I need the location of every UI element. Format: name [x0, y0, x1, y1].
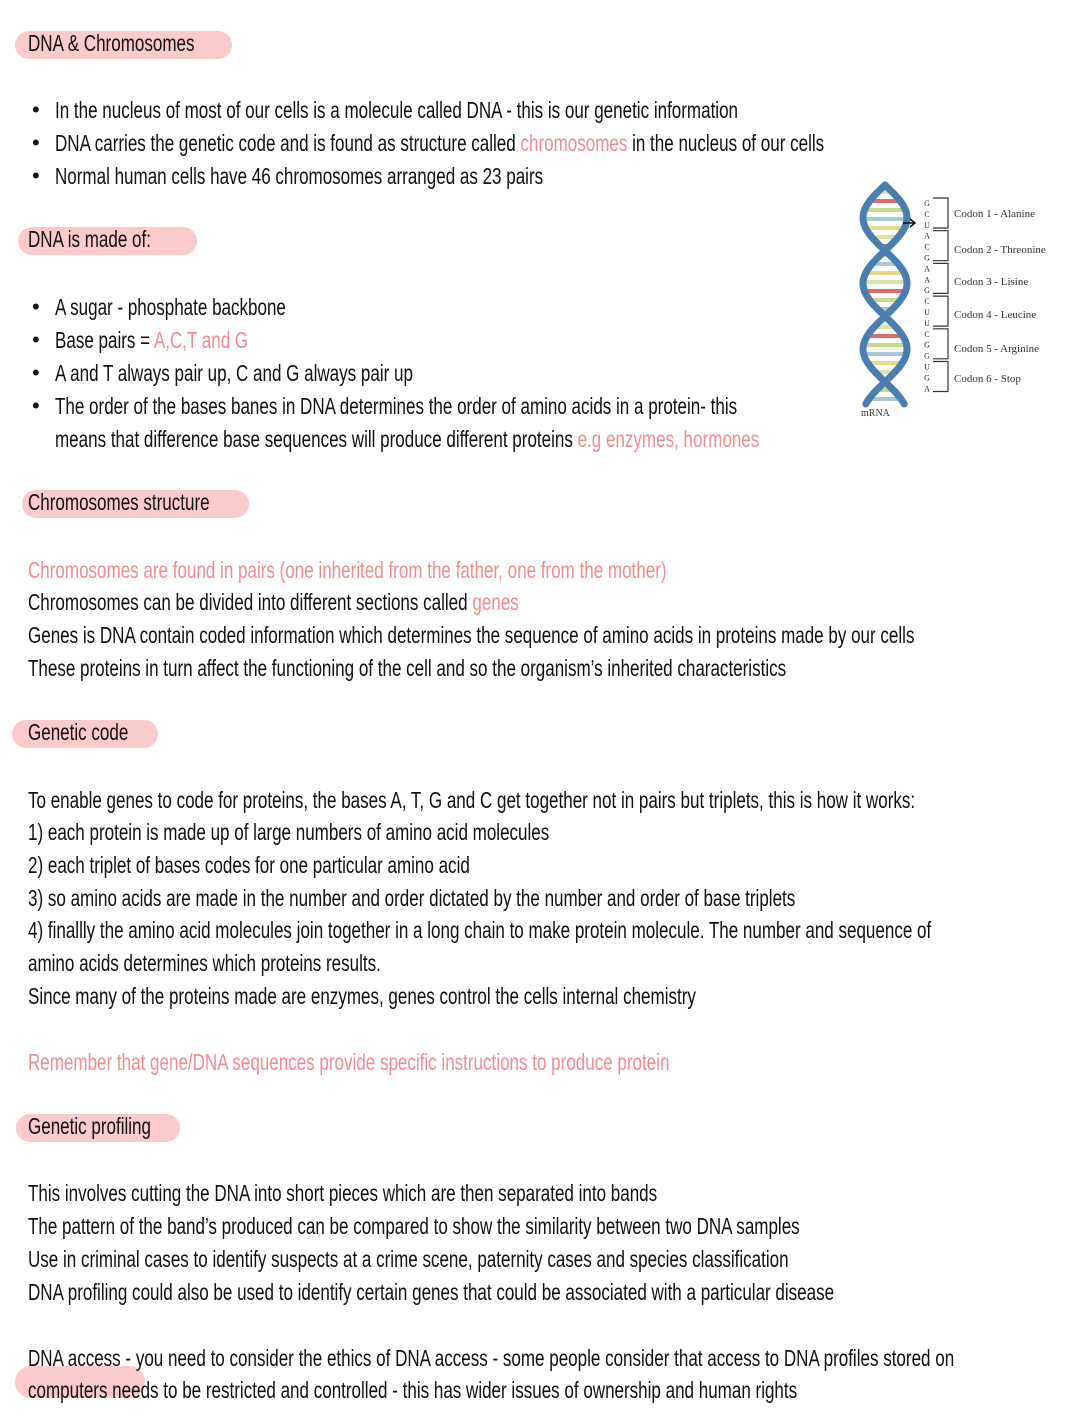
base-letter: U — [924, 220, 930, 230]
codon-bracket — [933, 231, 948, 261]
text-line — [28, 914, 1080, 946]
highlighted-term: Chromosomes are found in pairs (one inherited from the father, one from the mother) — [28, 557, 667, 583]
base-letter: G — [924, 253, 930, 263]
bullet-icon: • — [32, 130, 40, 155]
line-content — [55, 127, 824, 159]
base-letter: A — [924, 384, 930, 394]
bullet-item — [55, 94, 978, 126]
codon-bracket — [933, 198, 948, 228]
codon-label: Codon 4 - Leucine — [954, 309, 1037, 321]
line-content — [28, 1276, 834, 1308]
heading-text: Genetic profiling — [28, 1113, 151, 1139]
highlighted-term: genes — [472, 589, 519, 615]
line-content — [28, 1046, 669, 1078]
codon-label: Codon 6 - Stop — [954, 373, 1021, 385]
base-letter: U — [924, 308, 930, 317]
text-line — [28, 1276, 1080, 1308]
text-segment: in the nucleus of our cells — [627, 130, 825, 156]
text-segment: To enable genes to code for proteins, the bases A, T, G and C get together not in pairs but triplets, this is how it works: — [28, 787, 916, 813]
codon-label: Codon 5 - Arginine — [954, 343, 1040, 355]
text-segment: These proteins in turn affect the functioning of the cell and so the organism’s inherited characteristics — [28, 655, 787, 681]
base-letter: C — [924, 329, 930, 339]
line-content — [28, 947, 381, 979]
line-content — [28, 1374, 797, 1406]
text-segment: 2) each triplet of bases codes for one particular amino acid — [28, 852, 470, 878]
text-segment: computers needs to be restricted and controlled - this has wider issues of ownership and human rights — [28, 1377, 798, 1403]
text-line — [28, 1210, 1071, 1242]
codon-label: Codon 1 - Alanine — [954, 208, 1035, 220]
base-letter: C — [924, 242, 930, 252]
base-letter: G — [924, 199, 930, 208]
base-letter: A — [924, 275, 930, 285]
section-heading — [28, 486, 273, 518]
line-content — [28, 1342, 954, 1374]
text-line — [28, 816, 732, 848]
bullet-icon: • — [32, 97, 40, 122]
text-segment: In the nucleus of most of our cells is a molecule called DNA - this is our genetic information — [55, 97, 739, 123]
line-content — [28, 882, 795, 914]
line-content — [55, 423, 759, 455]
text-segment: 3) so amino acids are made in the number and order dictated by the number and order of base triplets — [28, 885, 796, 911]
text-line — [28, 1177, 878, 1209]
base-letter: C — [924, 209, 930, 219]
line-content — [28, 619, 914, 651]
base-letter: U — [924, 362, 930, 372]
text-line — [28, 1342, 1080, 1374]
text-segment: The pattern of the band’s produced can be compared to show the similarity between two DNA samples — [28, 1213, 800, 1239]
bullet-item — [55, 324, 316, 356]
line-content — [55, 160, 543, 192]
base-letter: C — [924, 297, 930, 307]
text-segment: DNA carries the genetic code and is found as structure called — [55, 130, 521, 156]
heading-text: DNA is made of: — [28, 226, 151, 252]
section-heading — [28, 223, 194, 255]
heading-text: DNA & Chromosomes — [28, 30, 195, 56]
bullet-icon: • — [32, 360, 40, 385]
bullet-item — [55, 390, 977, 422]
line-content — [28, 554, 667, 586]
section-heading — [28, 716, 164, 748]
text-segment: 1) each protein is made up of large numbers of amino acid molecules — [28, 819, 550, 845]
text-line — [28, 1243, 1056, 1275]
text-line — [28, 586, 691, 618]
line-content — [28, 1210, 800, 1242]
bullet-item — [55, 357, 539, 389]
text-segment: amino acids determines which proteins results. — [28, 950, 381, 976]
text-segment: A and T always pair up, C and G always pair up — [55, 360, 413, 386]
highlighted-term: Remember that gene/DNA sequences provide specific instructions to produce protein — [28, 1049, 670, 1075]
bullet-icon: • — [32, 327, 40, 352]
line-content — [28, 816, 549, 848]
line-content — [28, 586, 519, 618]
text-line — [55, 423, 1007, 455]
text-line — [28, 784, 1080, 816]
line-content — [55, 94, 738, 126]
mrna-label: mRNA — [861, 408, 890, 419]
text-segment: DNA access - you need to consider the ethics of DNA access - some people consider that access to DNA profiles stored on — [28, 1345, 955, 1371]
bullet-icon: • — [32, 393, 40, 418]
text-line — [28, 1046, 895, 1078]
codon-bracket — [933, 263, 948, 293]
line-content — [55, 390, 737, 422]
heading-text: Chromosomes structure — [28, 489, 210, 515]
codon-label: Codon 3 - Lisine — [954, 276, 1029, 288]
line-content — [28, 1243, 789, 1275]
highlighted-term: e.g enzymes, hormones — [577, 426, 760, 452]
text-segment: This involves cutting the DNA into short pieces which are then separated into bands — [28, 1180, 658, 1206]
codon-bracket — [933, 296, 948, 326]
text-segment: A sugar - phosphate backbone — [55, 294, 286, 320]
base-letter: A — [924, 264, 930, 274]
text-line — [28, 882, 1065, 914]
line-content — [28, 849, 470, 881]
base-letter: G — [924, 373, 930, 383]
text-segment: Chromosomes can be divided into different sections called — [28, 589, 473, 615]
text-segment: Base pairs = — [55, 327, 154, 353]
text-segment: 4) finallly the amino acid molecules join together in a long chain to make protein molecule. The number and sequence of — [28, 917, 932, 943]
line-content — [28, 652, 786, 684]
text-line — [28, 849, 625, 881]
text-line — [28, 1374, 1067, 1406]
text-segment: Since many of the proteins made are enzymes, genes control the cells internal chemistry — [28, 983, 696, 1009]
text-segment: DNA profiling could also be used to identify certain genes that could be associated with a particular disease — [28, 1279, 835, 1305]
bullet-icon: • — [32, 294, 40, 319]
line-content — [28, 980, 696, 1012]
bullet-item — [55, 160, 715, 192]
text-line — [28, 619, 1080, 651]
base-letter: U — [924, 318, 930, 328]
heading-text: Genetic code — [28, 719, 129, 745]
text-line — [28, 652, 1053, 684]
base-letter: G — [924, 351, 930, 361]
base-letter: G — [924, 286, 930, 296]
text-segment: Normal human cells have 46 chromosomes arranged as 23 pairs — [55, 163, 544, 189]
section-heading — [28, 27, 253, 59]
base-letter: A — [924, 231, 930, 241]
line-content — [55, 291, 286, 323]
text-line — [28, 554, 891, 586]
dna-mrna-diagram — [850, 180, 1070, 425]
line-content — [55, 324, 248, 356]
text-line — [28, 947, 505, 979]
section-heading — [28, 1110, 194, 1142]
text-segment: The order of the bases banes in DNA determines the order of amino acids in a protein- this — [55, 393, 738, 419]
line-content — [55, 357, 413, 389]
line-content — [28, 1177, 657, 1209]
text-line — [28, 980, 931, 1012]
highlighted-term: A,C,T and G — [153, 327, 249, 353]
text-segment: Use in criminal cases to identify suspects at a crime scene, paternity cases and species classification — [28, 1246, 789, 1272]
text-segment: Genes is DNA contain coded information which determines the sequence of amino acids in proteins made by our cells — [28, 622, 915, 648]
codon-label: Codon 2 - Threonine — [954, 244, 1046, 256]
bullet-item — [55, 127, 1080, 159]
line-content — [28, 784, 915, 816]
codon-bracket — [933, 329, 948, 359]
bullet-icon: • — [32, 163, 40, 188]
text-segment: means that difference base sequences will produce different proteins — [55, 426, 578, 452]
base-letter: G — [924, 340, 930, 350]
codon-bracket — [933, 362, 948, 392]
highlighted-term: chromosomes — [520, 130, 628, 156]
bullet-item — [55, 291, 367, 323]
line-content — [28, 914, 931, 946]
